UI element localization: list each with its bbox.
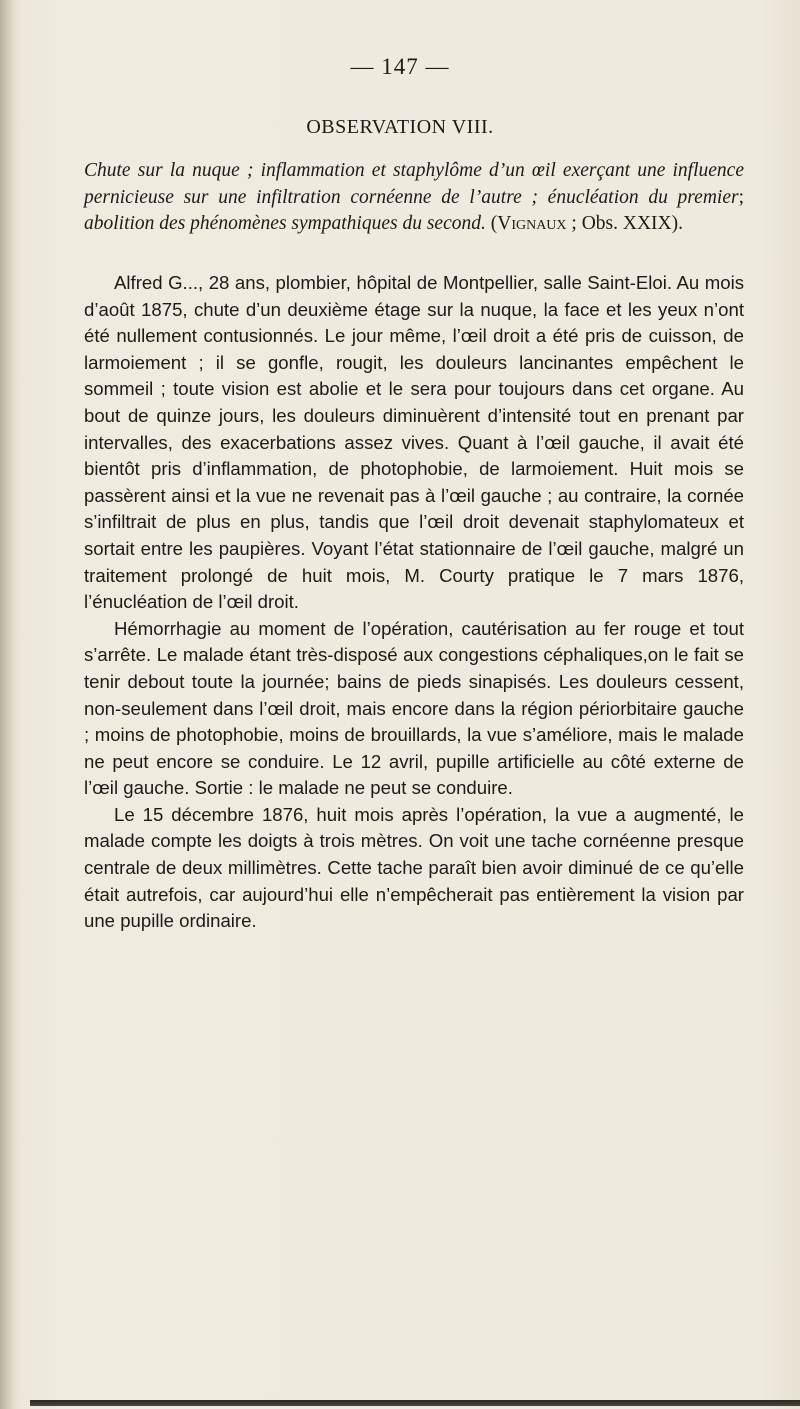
page-number: — 147 —	[350, 54, 450, 79]
body-paragraph-2: Hémorrhagie au moment de l’opération, cautérisation au fer rouge et tout s’arrête. Le malade étant très-disposé aux congestions céphaliques,on le fait se tenir debout toute la journée; bains de pieds sinapisés. Les douleurs cessent, non-seulement dans l’œil droit, mais encore dans la région périorbitaire gauche ; moins de photophobie, moins de brouillards, la vue s’améliore, mais le malade ne peut encore se conduire. Le 12 avril, pupille artificielle au côté externe de l’œil gauche. Sortie : le malade ne peut se conduire.	[84, 617, 744, 799]
bottom-edge-shadow	[30, 1400, 800, 1406]
summary-author: Vignaux	[497, 213, 567, 234]
binding-edge	[0, 0, 14, 1409]
observation-body	[84, 270, 744, 935]
summary-separator: ;	[738, 186, 744, 208]
summary-ref-close: ; Obs. XXIX).	[566, 213, 683, 234]
summary-ref-open: (	[485, 213, 498, 234]
body-paragraph-3: Le 15 décembre 1876, huit mois après l’opération, la vue a augmenté, le malade compte les doigts à trois mètres. On voit une tache cornéenne presque centrale de deux millimètres. Cette tache paraît bien avoir diminué de ce qu’elle était autrefois, car aujourd’hui elle n’empêcherait pas entièrement la vision par une pupille ordinaire.	[84, 803, 744, 932]
body-paragraph-1: Alfred G..., 28 ans, plombier, hôpital de Montpellier, salle Saint-Eloi. Au mois d’août 1875, chute d’un deuxième étage sur la nuque, la face et les yeux n’ont été nullement contusionnés. Le jour même, l’œil droit a été pris de cuisson, de larmoiement ; il se gonfle, rougit, les douleurs lancinantes empêchent le sommeil ; toute vision est abolie et le sera pour toujours dans cet organe. Au bout de quinze jours, les douleurs diminuèrent d’intensité tout en prenant par intervalles, des exacerbations assez vives. Quant à l’œil gauche, il avait été bientôt pris d’inflammation, de photophobie, de larmoiement. Huit mois se passèrent ainsi et la vue ne revenait pas à l’œil gauche ; au contraire, la cornée s’infiltrait de plus en plus, tandis que l’œil droit devenait staphylomateux et sortait entre les paupières. Voyant l’état stationnaire de l’œil gauche, malgré un traitement prolongé de huit mois, M. Courty pratique le 7 mars 1876, l’énucléation de l’œil droit.	[84, 272, 744, 613]
summary-italic-part-2: abolition des phénomènes sympathiques du second.	[84, 213, 486, 234]
observation-summary	[84, 158, 744, 238]
observation-title: OBSERVATION VIII.	[306, 116, 494, 138]
summary-italic-part-1: Chute sur la nuque ; inflammation et staphylôme d’un œil exerçant une influence pernicieuse sur une infiltration cornéenne de l’autre ; énucléation du premier	[84, 160, 744, 208]
